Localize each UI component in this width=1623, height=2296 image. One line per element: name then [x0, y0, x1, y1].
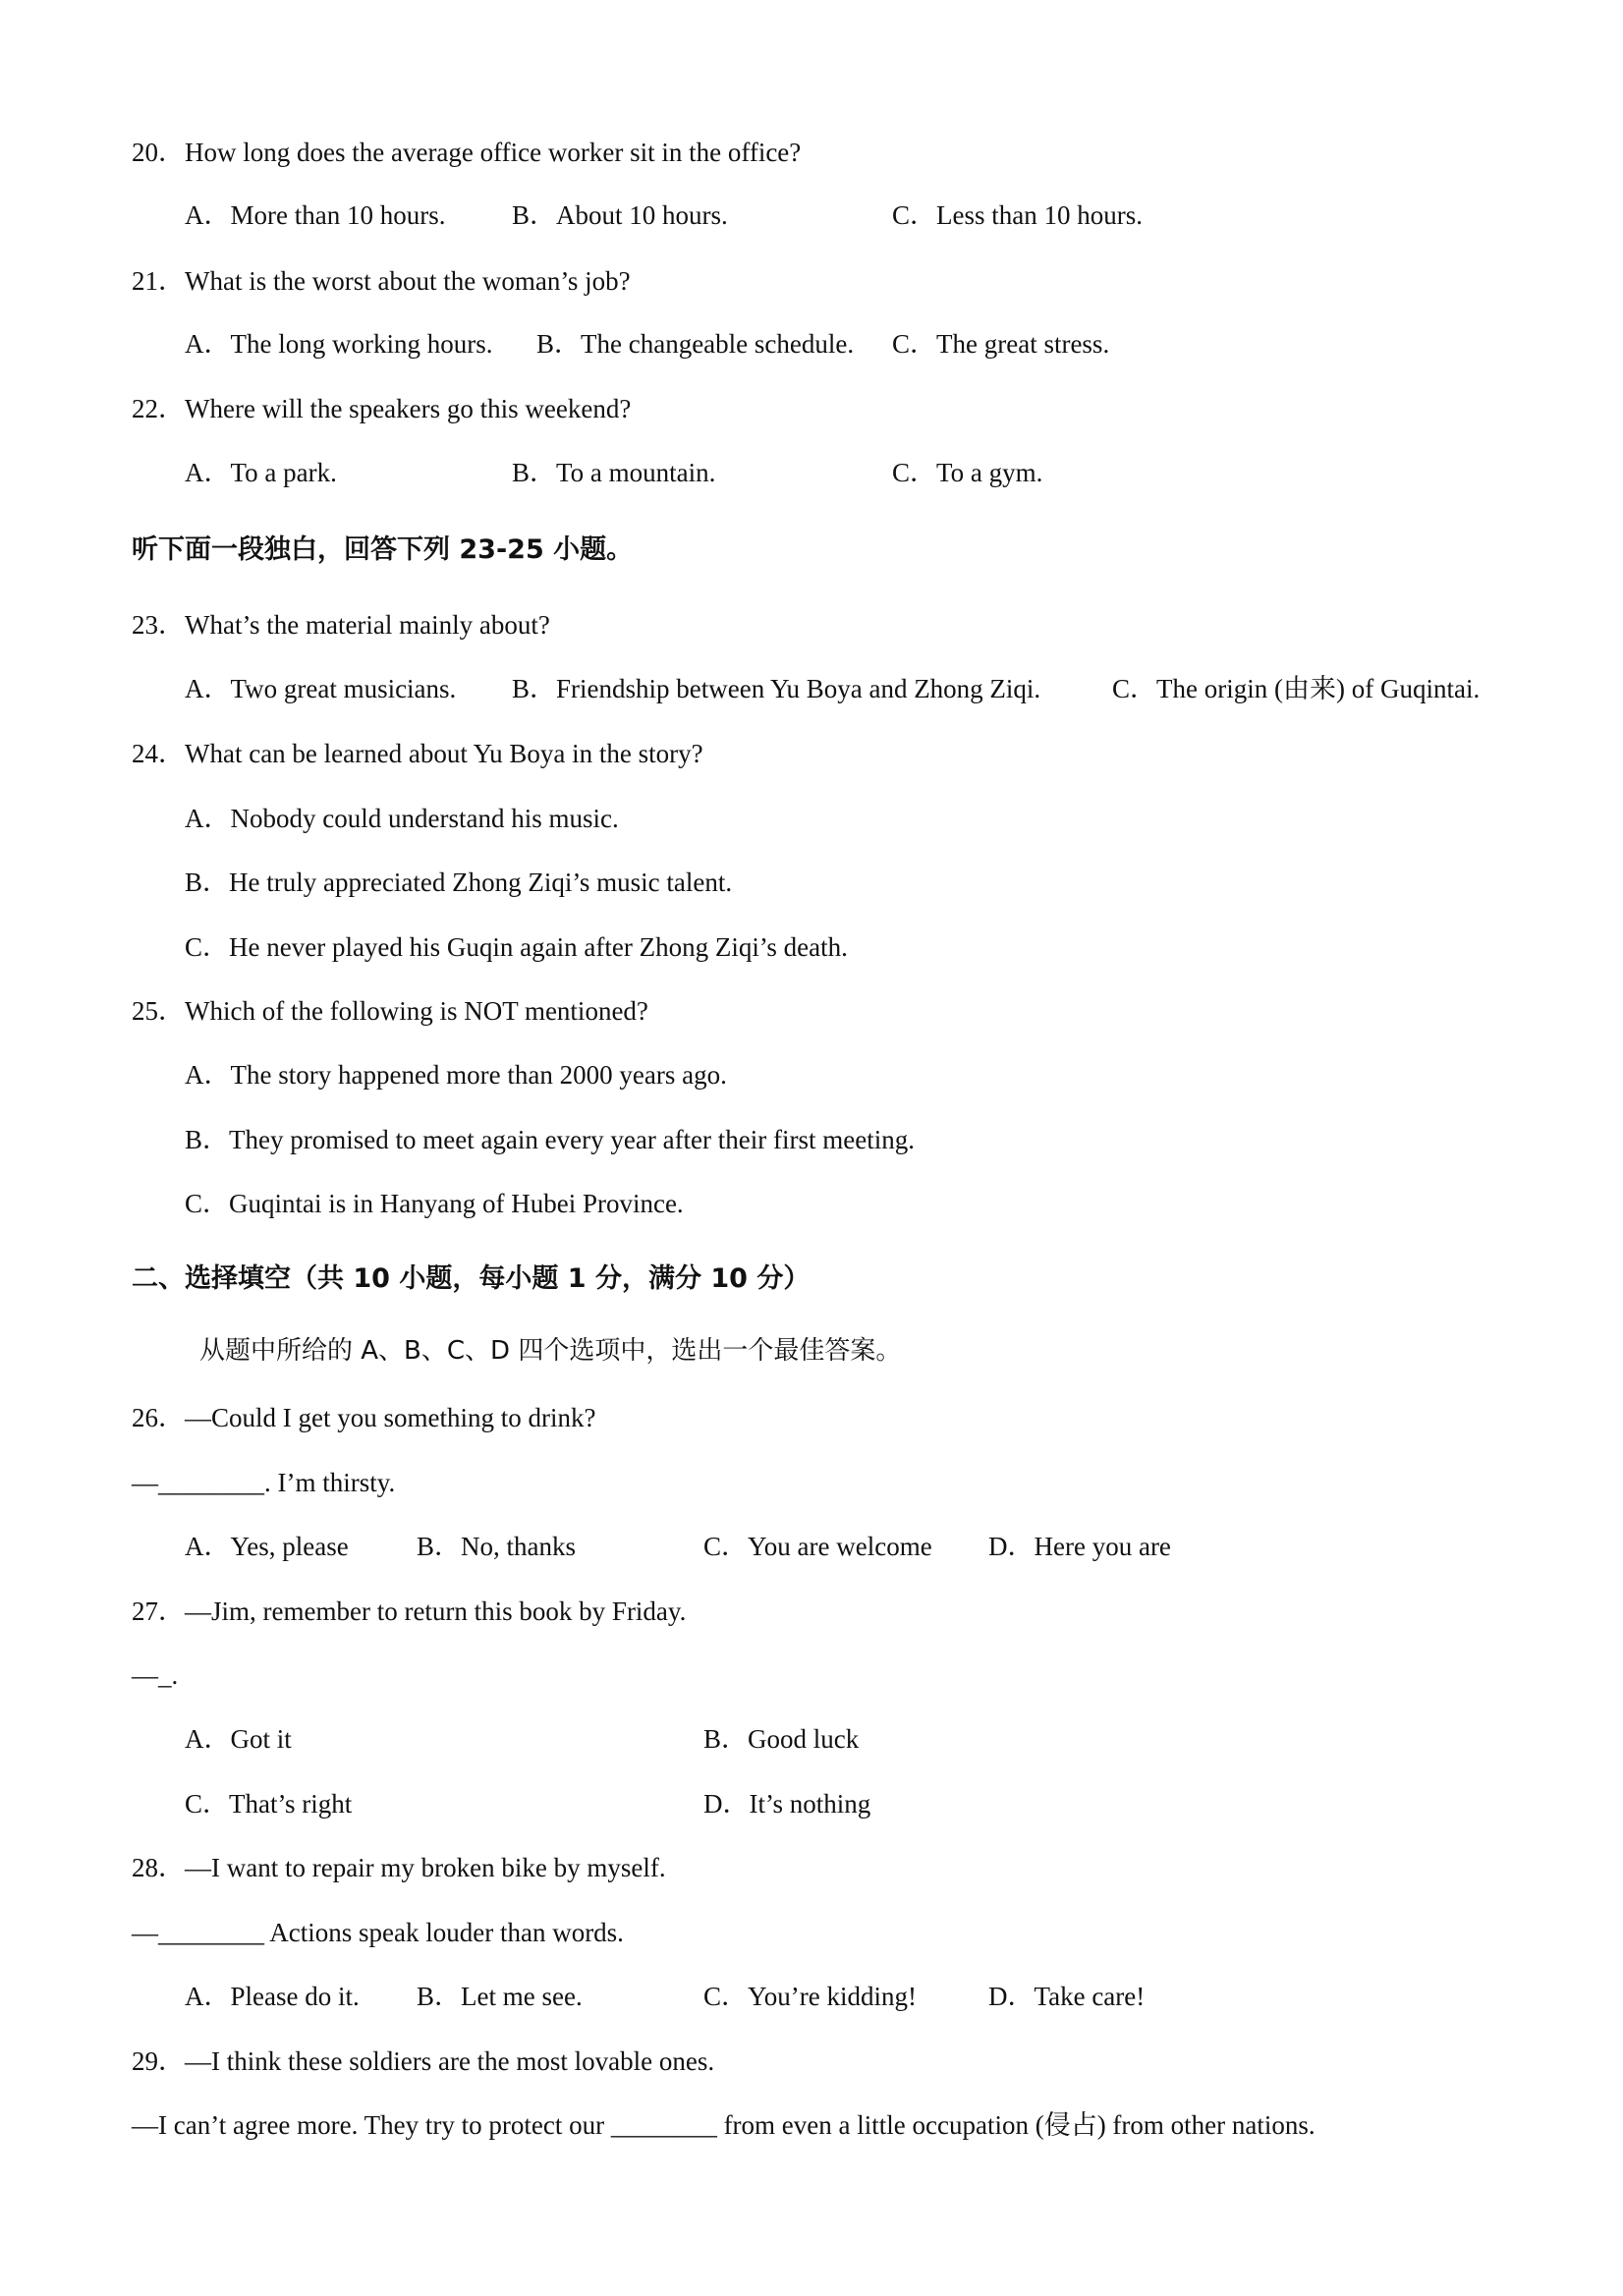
- q25-option-c: C．Guqintai is in Hanyang of Hubei Province.: [185, 1189, 684, 1218]
- q20-option-c: C．Less than 10 hours.: [892, 200, 1143, 230]
- q23-option-c: C．The origin (由来) of Guqintai.: [1112, 674, 1481, 703]
- question-29: 29．—I think these soldiers are the most lovable ones.: [132, 2046, 715, 2076]
- q28-option-b: B．Let me see.: [417, 1982, 583, 2011]
- q26-reply: —________. I’m thirsty.: [132, 1468, 396, 1497]
- q20-option-b: B．About 10 hours.: [512, 200, 728, 230]
- question-27: 27．—Jim, remember to return this book by Friday.: [132, 1596, 687, 1626]
- question-23: 23．What’s the material mainly about?: [132, 610, 550, 640]
- q26-option-b: B．No, thanks: [417, 1532, 576, 1561]
- question-22: 22．Where will the speakers go this weekend?: [132, 394, 632, 423]
- q23-option-b: B．Friendship between Yu Boya and Zhong Ziqi.: [512, 674, 1041, 703]
- q21-option-c: C．The great stress.: [892, 329, 1110, 359]
- q20-option-a: A．More than 10 hours.: [185, 200, 446, 230]
- section-two-instructions: 从题中所给的 A、B、C、D 四个选项中，选出一个最佳答案。: [199, 1336, 902, 1366]
- q29-reply: —I can’t agree more. They try to protect our ________ from even a little occupation (侵占) from other nations.: [132, 2110, 1315, 2140]
- question-21: 21．What is the worst about the woman’s job?: [132, 266, 631, 296]
- q21-option-b: B．The changeable schedule.: [536, 329, 855, 359]
- q21-option-a: A．The long working hours.: [185, 329, 493, 359]
- q24-option-a: A．Nobody could understand his music.: [185, 804, 619, 833]
- section-heading-two: 二、选择填空（共 10 小题，每小题 1 分，满分 10 分）: [132, 1263, 811, 1294]
- q24-option-c: C．He never played his Guqin again after Zhong Ziqi’s death.: [185, 932, 848, 962]
- q22-option-b: B．To a mountain.: [512, 458, 716, 487]
- q27-option-c: C．That’s right: [185, 1789, 353, 1819]
- q22-option-c: C．To a gym.: [892, 458, 1043, 487]
- question-25: 25．Which of the following is NOT mentioned?: [132, 996, 648, 1026]
- section-heading-monologue: 听下面一段独白，回答下列 23-25 小题。: [132, 534, 634, 565]
- question-24: 24．What can be learned about Yu Boya in the story?: [132, 739, 703, 768]
- q27-option-d: D．It’s nothing: [703, 1789, 871, 1819]
- q26-option-a: A．Yes, please: [185, 1532, 349, 1561]
- q26-option-d: D．Here you are: [988, 1532, 1171, 1561]
- question-26: 26．—Could I get you something to drink?: [132, 1403, 596, 1432]
- q24-option-b: B．He truly appreciated Zhong Ziqi’s music talent.: [185, 868, 733, 897]
- q27-option-b: B．Good luck: [703, 1724, 860, 1754]
- q28-option-a: A．Please do it.: [185, 1982, 360, 2011]
- q28-option-c: C．You’re kidding!: [703, 1982, 918, 2011]
- q25-option-a: A．The story happened more than 2000 years ago.: [185, 1060, 727, 1090]
- question-20: 20．How long does the average office worker sit in the office?: [132, 138, 802, 167]
- q22-option-a: A．To a park.: [185, 458, 337, 487]
- q27-option-a: A．Got it: [185, 1724, 292, 1754]
- q23-option-a: A．Two great musicians.: [185, 674, 457, 703]
- q26-option-c: C．You are welcome: [703, 1532, 932, 1561]
- q28-option-d: D．Take care!: [988, 1982, 1146, 2011]
- q28-reply: —________ Actions speak louder than words.: [132, 1918, 624, 1947]
- q25-option-b: B．They promised to meet again every year after their first meeting.: [185, 1125, 915, 1154]
- q27-reply: —_.: [132, 1660, 179, 1690]
- question-28: 28．—I want to repair my broken bike by myself.: [132, 1853, 666, 1882]
